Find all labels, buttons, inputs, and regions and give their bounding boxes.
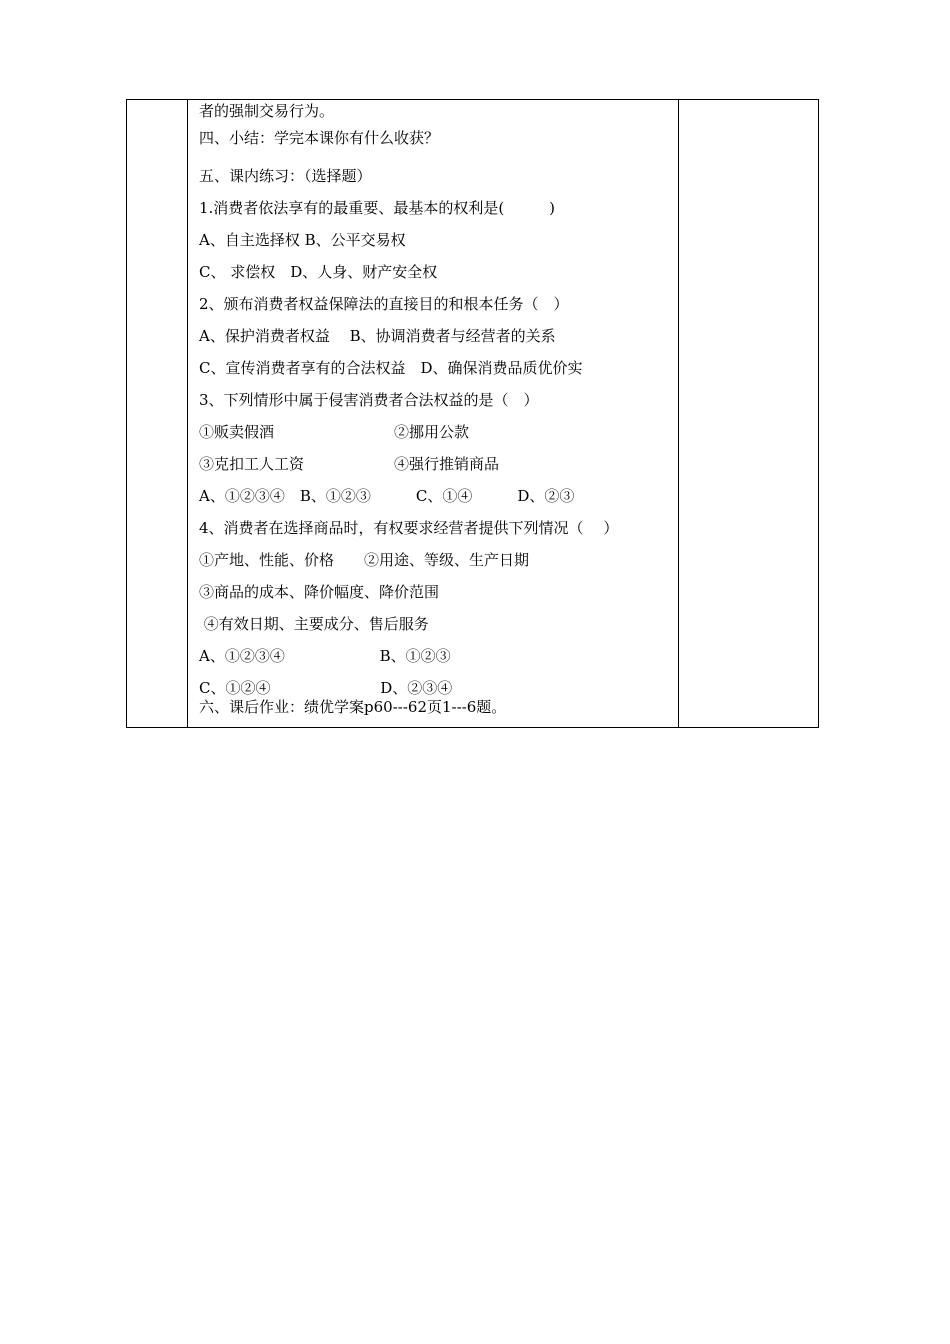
right-column-divider <box>678 100 679 727</box>
question-4-options-ab: A、①②③④ B、①②③ <box>199 647 451 665</box>
question-4-item-3: ③商品的成本、降价幅度、降价范围 <box>199 583 440 601</box>
question-2-options-cd: C、宣传消费者享有的合法权益 D、确保消费品质优价实 <box>199 359 583 377</box>
text-line: 者的强制交易行为。 <box>199 102 335 120</box>
section-summary: 四、小结：学完本课你有什么收获？ <box>199 129 440 147</box>
question-3: 3、下列情形中属于侵害消费者合法权益的是（ ） <box>199 391 539 409</box>
question-2: 2、颁布消费者权益保障法的直接目的和根本任务（ ） <box>199 295 569 313</box>
question-3-items-34: ③克扣工人工资 ④强行推销商品 <box>199 455 500 473</box>
section-exercises: 五、课内练习：（选择题） <box>199 167 372 185</box>
question-3-options: A、①②③④ B、①②③ C、①④ D、②③ <box>199 487 575 505</box>
question-1: 1.消费者依法享有的最重要、最基本的权利是( ) <box>199 199 556 217</box>
question-3-items-12: ①贩卖假酒 ②挪用公款 <box>199 423 470 441</box>
question-4-options-cd: C、①②④ D、②③④ <box>199 679 453 697</box>
question-4-item-4: ④有效日期、主要成分、售后服务 <box>199 615 429 633</box>
question-2-options-ab: A、保护消费者权益 B、协调消费者与经营者的关系 <box>199 327 556 345</box>
left-column-divider <box>187 100 188 727</box>
question-4: 4、消费者在选择商品时，有权要求经营者提供下列情况（ ） <box>199 519 619 537</box>
question-1-options-cd: C、 求偿权 D、人身、财产安全权 <box>199 263 438 281</box>
section-homework: 六、课后作业：绩优学案p60---62页1---6题。 <box>199 698 507 716</box>
lesson-table <box>126 99 819 728</box>
question-4-items-12: ①产地、性能、价格 ②用途、等级、生产日期 <box>199 551 530 569</box>
question-1-options-ab: A、自主选择权 B、公平交易权 <box>199 231 406 249</box>
